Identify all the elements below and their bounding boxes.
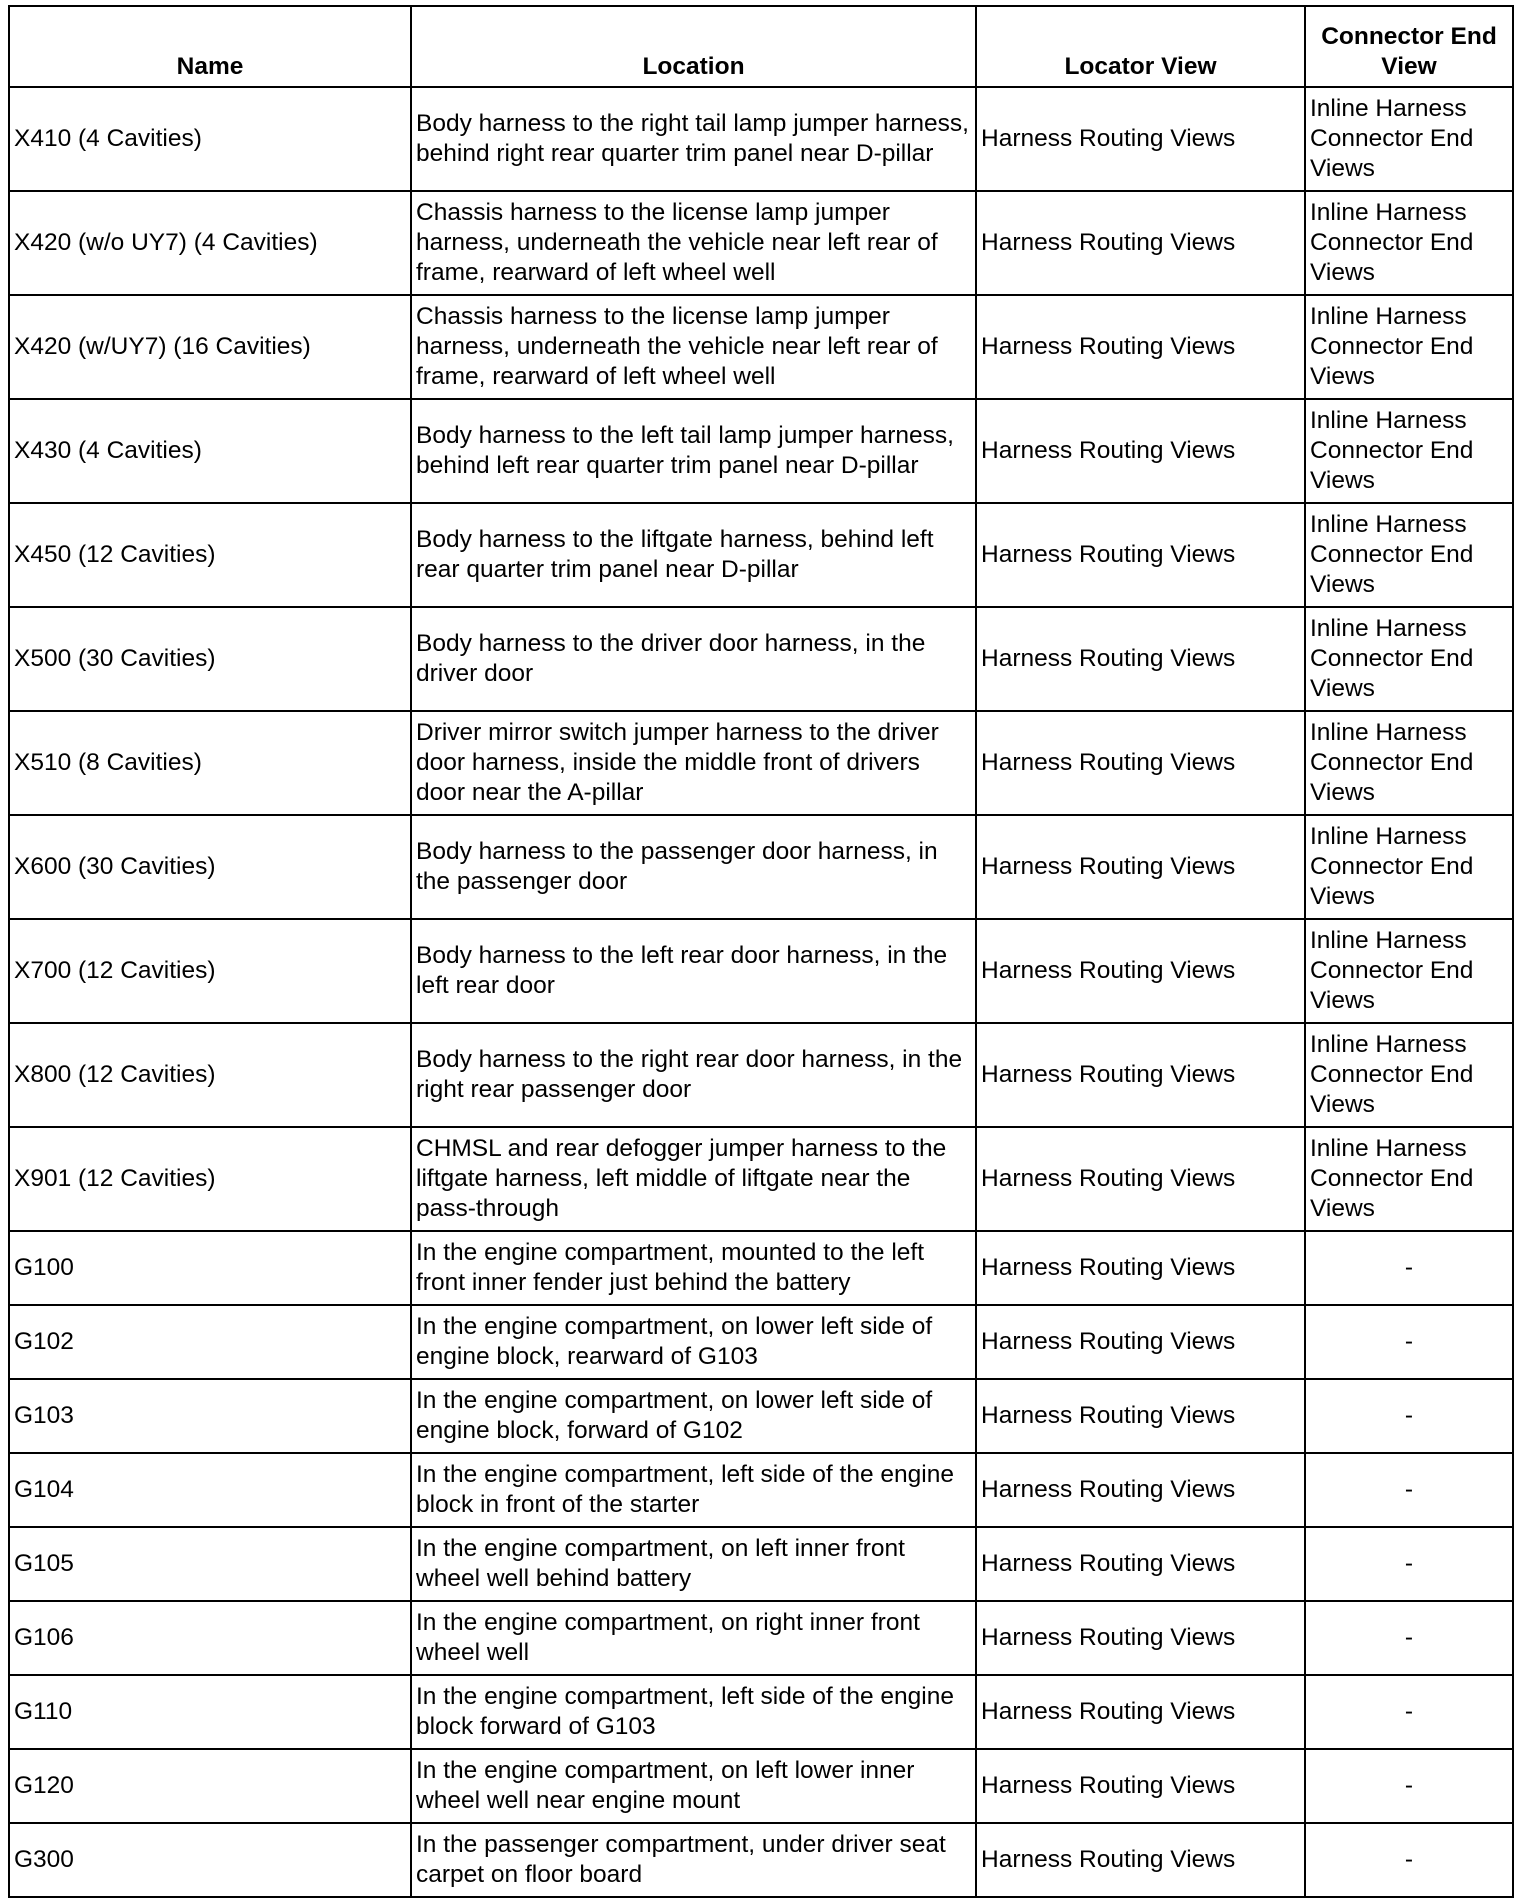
cell-locator-view-link: Harness Routing Views xyxy=(976,1453,1305,1527)
cell-name: G300 xyxy=(9,1823,411,1897)
cell-locator-view-link: Harness Routing Views xyxy=(976,1823,1305,1897)
cell-connector-end-view: Inline Harness Connector End Views xyxy=(1305,711,1513,815)
cell-connector-end-view: Inline Harness Connector End Views xyxy=(1305,1127,1513,1231)
cell-name: X500 (30 Cavities) xyxy=(9,607,411,711)
table-row xyxy=(9,1231,1513,1305)
cell-location: In the engine compartment, on right inner front wheel well xyxy=(411,1601,976,1675)
table-row xyxy=(9,1527,1513,1601)
table-body xyxy=(9,87,1513,1897)
cell-location: In the passenger compartment, under driver seat carpet on floor board xyxy=(411,1823,976,1897)
cell-connector-end-view: - xyxy=(1305,1305,1513,1379)
table-row xyxy=(9,815,1513,919)
cell-connector-end-view: - xyxy=(1305,1601,1513,1675)
table-row xyxy=(9,1379,1513,1453)
cell-name: G104 xyxy=(9,1453,411,1527)
cell-connector-end-view: - xyxy=(1305,1527,1513,1601)
header-location: Location xyxy=(411,6,976,87)
cell-connector-end-view: - xyxy=(1305,1823,1513,1897)
cell-location: Chassis harness to the license lamp jumper harness, underneath the vehicle near left rear of frame, rearward of left wheel well xyxy=(411,191,976,295)
cell-location: Chassis harness to the license lamp jumper harness, underneath the vehicle near left rear of frame, rearward of left wheel well xyxy=(411,295,976,399)
table-row xyxy=(9,607,1513,711)
cell-locator-view-link: Harness Routing Views xyxy=(976,295,1305,399)
cell-locator-view-link: Harness Routing Views xyxy=(976,1305,1305,1379)
cell-name: X800 (12 Cavities) xyxy=(9,1023,411,1127)
table-header xyxy=(9,6,1513,87)
header-connector-end-view: Connector End View xyxy=(1305,6,1513,87)
cell-locator-view-link: Harness Routing Views xyxy=(976,607,1305,711)
cell-locator-view-link: Harness Routing Views xyxy=(976,399,1305,503)
cell-location: CHMSL and rear defogger jumper harness to the liftgate harness, left middle of liftgate near the pass-through xyxy=(411,1127,976,1231)
cell-name: G110 xyxy=(9,1675,411,1749)
connector-locator-table xyxy=(8,5,1514,1898)
cell-name: X510 (8 Cavities) xyxy=(9,711,411,815)
cell-connector-end-view: Inline Harness Connector End Views xyxy=(1305,607,1513,711)
cell-locator-view-link: Harness Routing Views xyxy=(976,1231,1305,1305)
cell-connector-end-view: Inline Harness Connector End Views xyxy=(1305,503,1513,607)
cell-connector-end-view: Inline Harness Connector End Views xyxy=(1305,1023,1513,1127)
table-row xyxy=(9,1127,1513,1231)
cell-locator-view-link: Harness Routing Views xyxy=(976,815,1305,919)
table-row xyxy=(9,1023,1513,1127)
cell-locator-view-link: Harness Routing Views xyxy=(976,1601,1305,1675)
cell-name: G106 xyxy=(9,1601,411,1675)
table-row xyxy=(9,1749,1513,1823)
table-row xyxy=(9,87,1513,191)
table-row xyxy=(9,295,1513,399)
cell-locator-view-link: Harness Routing Views xyxy=(976,1023,1305,1127)
cell-name: G100 xyxy=(9,1231,411,1305)
cell-location: In the engine compartment, on left lower inner wheel well near engine mount xyxy=(411,1749,976,1823)
cell-connector-end-view: Inline Harness Connector End Views xyxy=(1305,815,1513,919)
cell-locator-view-link: Harness Routing Views xyxy=(976,1675,1305,1749)
table-row xyxy=(9,1601,1513,1675)
cell-locator-view-link: Harness Routing Views xyxy=(976,711,1305,815)
table-row xyxy=(9,503,1513,607)
cell-locator-view-link: Harness Routing Views xyxy=(976,191,1305,295)
cell-connector-end-view: - xyxy=(1305,1453,1513,1527)
cell-location: Driver mirror switch jumper harness to the driver door harness, inside the middle front of drivers door near the A-pillar xyxy=(411,711,976,815)
cell-connector-end-view: - xyxy=(1305,1379,1513,1453)
cell-location: In the engine compartment, on left inner front wheel well behind battery xyxy=(411,1527,976,1601)
cell-name: G120 xyxy=(9,1749,411,1823)
cell-connector-end-view: Inline Harness Connector End Views xyxy=(1305,295,1513,399)
cell-connector-end-view: Inline Harness Connector End Views xyxy=(1305,399,1513,503)
cell-location: Body harness to the driver door harness, in the driver door xyxy=(411,607,976,711)
cell-name: X410 (4 Cavities) xyxy=(9,87,411,191)
cell-name: G105 xyxy=(9,1527,411,1601)
cell-name: X420 (w/o UY7) (4 Cavities) xyxy=(9,191,411,295)
cell-location: Body harness to the passenger door harness, in the passenger door xyxy=(411,815,976,919)
cell-location: In the engine compartment, on lower left side of engine block, rearward of G103 xyxy=(411,1305,976,1379)
table-row xyxy=(9,1675,1513,1749)
table-row xyxy=(9,399,1513,503)
cell-location: Body harness to the right tail lamp jumper harness, behind right rear quarter trim panel near D-pillar xyxy=(411,87,976,191)
cell-location: Body harness to the right rear door harness, in the right rear passenger door xyxy=(411,1023,976,1127)
cell-locator-view-link: Harness Routing Views xyxy=(976,503,1305,607)
cell-location: Body harness to the left tail lamp jumper harness, behind left rear quarter trim panel near D-pillar xyxy=(411,399,976,503)
table-row xyxy=(9,191,1513,295)
header-locator-view: Locator View xyxy=(976,6,1305,87)
cell-name: X700 (12 Cavities) xyxy=(9,919,411,1023)
cell-locator-view-link: Harness Routing Views xyxy=(976,1749,1305,1823)
cell-name: X600 (30 Cavities) xyxy=(9,815,411,919)
cell-location: In the engine compartment, left side of the engine block forward of G103 xyxy=(411,1675,976,1749)
cell-name: X901 (12 Cavities) xyxy=(9,1127,411,1231)
cell-locator-view-link: Harness Routing Views xyxy=(976,87,1305,191)
cell-name: X430 (4 Cavities) xyxy=(9,399,411,503)
table-row xyxy=(9,1453,1513,1527)
table-row xyxy=(9,919,1513,1023)
cell-location: In the engine compartment, on lower left side of engine block, forward of G102 xyxy=(411,1379,976,1453)
cell-locator-view-link: Harness Routing Views xyxy=(976,919,1305,1023)
header-name: Name xyxy=(9,6,411,87)
cell-locator-view-link: Harness Routing Views xyxy=(976,1127,1305,1231)
cell-location: In the engine compartment, mounted to the left front inner fender just behind the battery xyxy=(411,1231,976,1305)
cell-connector-end-view: - xyxy=(1305,1749,1513,1823)
table-row xyxy=(9,1823,1513,1897)
cell-location: Body harness to the liftgate harness, behind left rear quarter trim panel near D-pillar xyxy=(411,503,976,607)
cell-name: G102 xyxy=(9,1305,411,1379)
cell-connector-end-view: Inline Harness Connector End Views xyxy=(1305,87,1513,191)
cell-locator-view-link: Harness Routing Views xyxy=(976,1379,1305,1453)
cell-name: X420 (w/UY7) (16 Cavities) xyxy=(9,295,411,399)
cell-name: X450 (12 Cavities) xyxy=(9,503,411,607)
cell-connector-end-view: - xyxy=(1305,1231,1513,1305)
cell-name: G103 xyxy=(9,1379,411,1453)
header-row xyxy=(9,6,1513,87)
cell-connector-end-view: Inline Harness Connector End Views xyxy=(1305,919,1513,1023)
cell-location: Body harness to the left rear door harness, in the left rear door xyxy=(411,919,976,1023)
table-row xyxy=(9,711,1513,815)
cell-connector-end-view: Inline Harness Connector End Views xyxy=(1305,191,1513,295)
table-row xyxy=(9,1305,1513,1379)
cell-locator-view-link: Harness Routing Views xyxy=(976,1527,1305,1601)
cell-connector-end-view: - xyxy=(1305,1675,1513,1749)
cell-location: In the engine compartment, left side of the engine block in front of the starter xyxy=(411,1453,976,1527)
